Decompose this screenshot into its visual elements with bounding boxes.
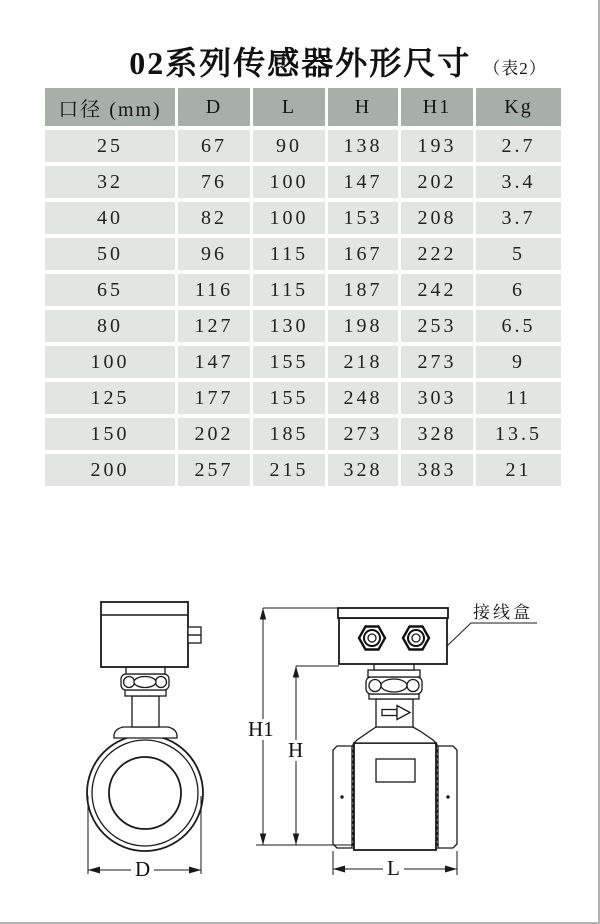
bolt-hole [340,795,343,798]
cell: 155 [253,382,325,414]
cell: 202 [401,166,473,198]
cell: 303 [401,382,473,414]
cell: 115 [253,274,325,306]
h1-dimension-label: H1 [244,719,278,740]
cell: 242 [401,274,473,306]
col-header-d: D [178,88,250,126]
cell: 218 [328,346,398,378]
cell: 155 [253,346,325,378]
col-header-diameter: 口径 (mm) [45,88,175,126]
cell: 3.7 [476,202,561,234]
cell: 177 [178,382,250,414]
cell: 25 [45,130,175,162]
cell: 185 [253,418,325,450]
cell: 150 [45,418,175,450]
cell: 222 [401,238,473,270]
junction-box-side [101,602,188,667]
col-header-h: H [328,88,398,126]
side-view-drawing [87,602,203,874]
cell: 76 [178,166,250,198]
col-header-kg: Kg [476,88,561,126]
display-window [376,759,415,782]
cell: 100 [45,346,175,378]
cell: 208 [401,202,473,234]
cell: 127 [178,310,250,342]
cell: 147 [328,166,398,198]
cell: 82 [178,202,250,234]
cell: 153 [328,202,398,234]
cell: 40 [45,202,175,234]
cell: 147 [178,346,250,378]
junction-box-front [339,618,447,664]
cell: 9 [476,346,561,378]
l-dimension-label: L [383,858,404,879]
cell: 11 [476,382,561,414]
d-dimension-label: D [131,859,154,880]
cell: 257 [178,454,250,486]
cell: 273 [328,418,398,450]
cell: 198 [328,310,398,342]
junction-box-label: 接线盒 [473,603,533,622]
cell: 116 [178,274,250,306]
cell: 115 [253,238,325,270]
cell: 193 [401,130,473,162]
junction-box-lid [338,608,448,618]
cell: 215 [253,454,325,486]
cell: 383 [401,454,473,486]
h-dimension-label: H [284,740,307,761]
tube-bore-circle [109,757,181,829]
cell: 6 [476,274,561,306]
cell: 100 [253,202,325,234]
cell: 3.4 [476,166,561,198]
cell: 50 [45,238,175,270]
cell: 273 [401,346,473,378]
cell: 5 [476,238,561,270]
page-title: 02系列传感器外形尺寸 [129,45,472,81]
cell: 6.5 [476,310,561,342]
stem [132,696,159,727]
col-header-l: L [253,88,325,126]
cable-gland-icon [359,627,385,650]
body-transition [354,727,436,743]
cable-gland-icon [403,627,429,650]
cell: 90 [253,130,325,162]
cell: 21 [476,454,561,486]
table-reference: （表2） [483,59,547,78]
bolt-hole [446,795,449,798]
cell: 202 [178,418,250,450]
cell: 130 [253,310,325,342]
cell: 200 [45,454,175,486]
cell: 328 [328,454,398,486]
cell: 253 [401,310,473,342]
col-header-h1: H1 [401,88,473,126]
junction-box-leader [447,623,537,646]
cell: 13.5 [476,418,561,450]
cell: 80 [45,310,175,342]
cell: 32 [45,166,175,198]
cell: 67 [178,130,250,162]
cell: 187 [328,274,398,306]
neck-flange [114,727,177,738]
cell: 248 [328,382,398,414]
cell: 100 [253,166,325,198]
cell: 96 [178,238,250,270]
cell: 167 [328,238,398,270]
cell: 328 [401,418,473,450]
cell: 65 [45,274,175,306]
cell: 138 [328,130,398,162]
cell: 2.7 [476,130,561,162]
cell: 125 [45,382,175,414]
